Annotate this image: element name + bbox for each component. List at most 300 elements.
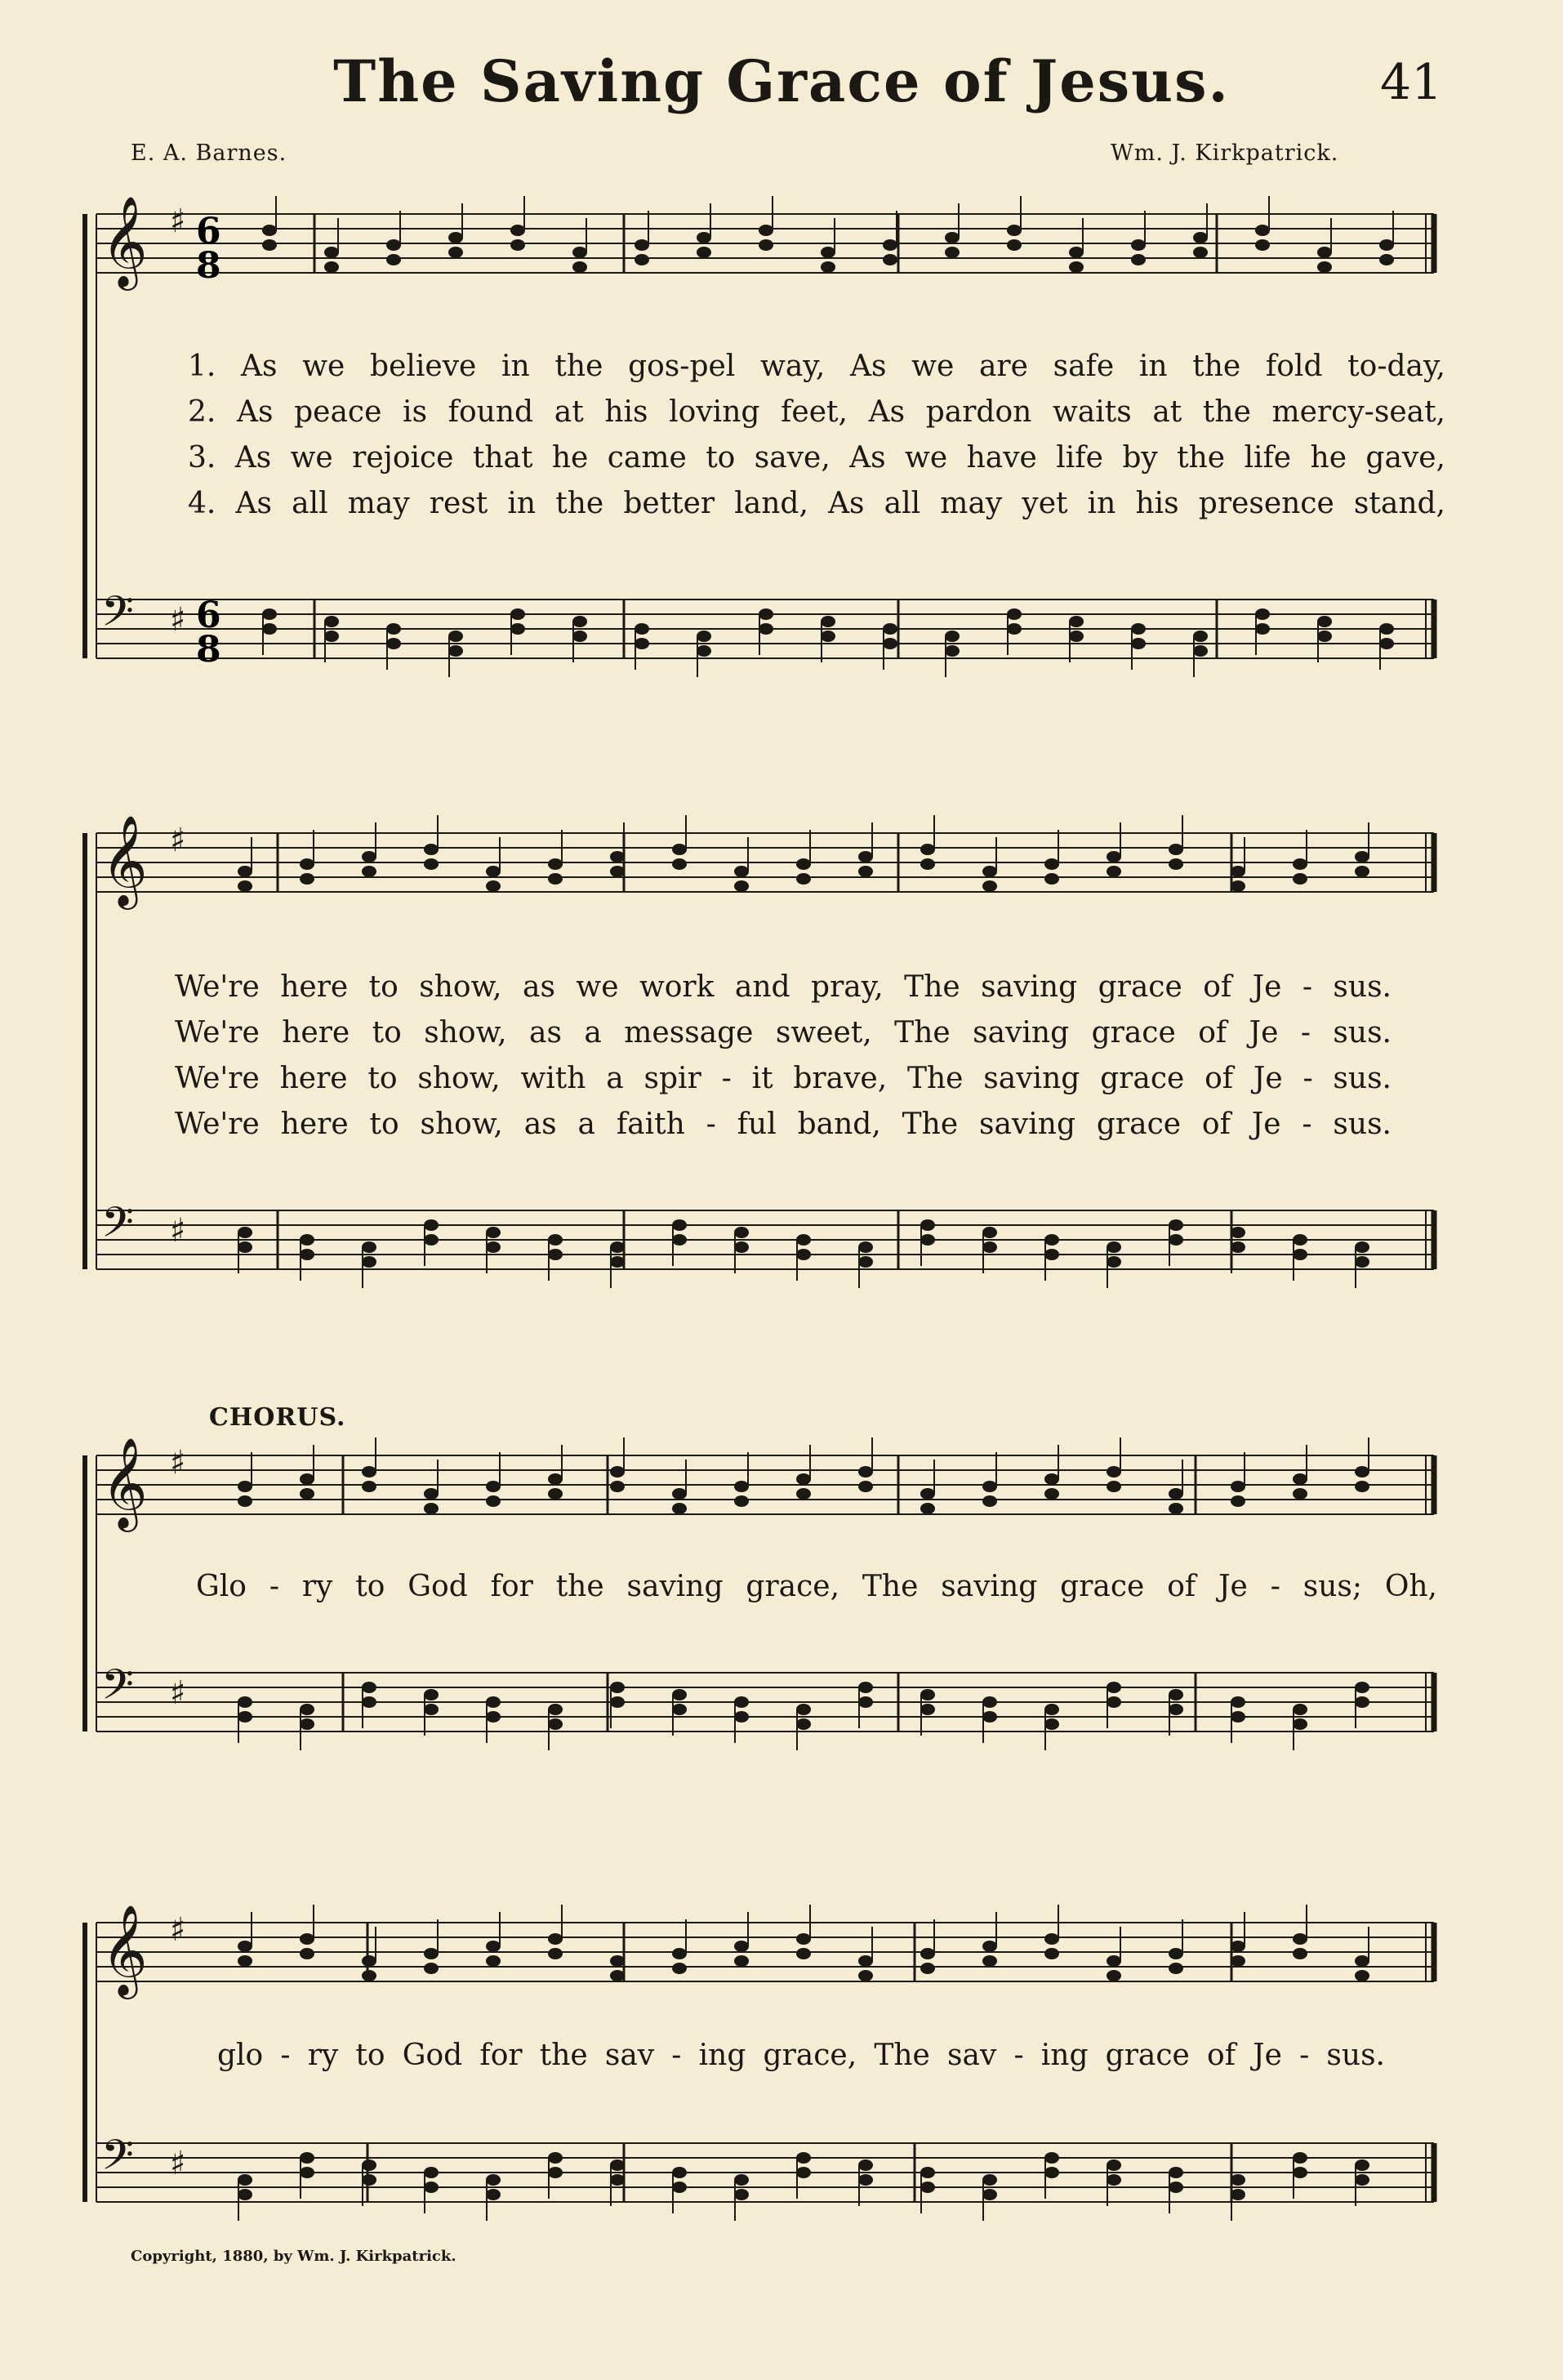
notehead [1131,638,1146,649]
notehead [486,1481,501,1492]
notehead [1355,866,1369,877]
sharp-icon: ♯ [170,1444,186,1482]
notehead [324,616,339,627]
notehead [300,873,314,885]
notehead [1231,1495,1245,1507]
notehead [610,1481,625,1492]
notehead [1231,1241,1245,1253]
notehead [238,880,252,892]
notehead [796,2167,811,2178]
notehead [300,1933,314,1945]
notehead [424,858,439,870]
notehead [610,1466,625,1477]
notehead [548,858,563,870]
notehead [238,1955,252,1967]
notehead [1044,1234,1059,1246]
notehead [300,1473,314,1485]
notehead [238,1711,252,1723]
notehead [1169,1963,1183,1974]
notehead [1169,858,1183,870]
notehead [821,631,835,642]
notehead [238,1227,252,1238]
notehead [672,1948,687,1959]
notehead [548,1473,563,1485]
notehead [858,1256,873,1268]
notehead [920,1963,935,1974]
notehead [362,2159,376,2171]
notehead [920,1689,935,1700]
notehead [945,645,960,657]
treble-clef-icon: 𝄞 [101,1904,148,1995]
notehead [362,1466,376,1477]
notehead [697,631,711,642]
treble-clef-icon: 𝄞 [101,1437,148,1528]
notehead [734,1495,749,1507]
notehead [610,1970,625,1981]
notehead [1255,623,1270,635]
hymn-title: The Saving Grace of Jesus. [333,47,1230,115]
notehead [1169,844,1183,855]
notehead [548,1249,563,1260]
notehead [1193,247,1208,258]
notehead [1355,851,1369,862]
notehead [1231,1711,1245,1723]
notehead [610,1696,625,1708]
notehead [796,1948,811,1959]
notehead [1044,873,1059,885]
sharp-icon: ♯ [170,1212,186,1250]
notehead [920,2182,935,2193]
notehead [548,2167,563,2178]
notehead [672,1219,687,1231]
notehead [424,1219,439,1231]
notehead [1131,239,1146,251]
notehead [486,866,501,877]
notehead [1069,261,1084,273]
notehead [610,1256,625,1268]
bass-clef-icon: 𝄢 [101,2130,134,2190]
notehead [1355,1481,1369,1492]
verse-2-line-1: 2. As peace is found at his loving feet, As pardon waits at the mercy-seat, [188,395,1445,429]
time-sig-bottom: 8 [196,245,221,287]
notehead [572,261,587,273]
notehead [238,1941,252,1952]
bass-clef-icon: 𝄢 [101,1197,134,1257]
notehead [486,1227,501,1238]
notehead [858,1696,873,1708]
notehead [1044,2152,1059,2164]
verse-3-line-2: We're here to show, with a spir - it brave, The saving grace of Je - sus. [175,1062,1392,1095]
notehead [300,858,314,870]
notehead [1293,1488,1307,1500]
notehead [1007,225,1022,236]
notehead [821,616,835,627]
words-author: E. A. Barnes. [131,140,287,166]
notehead [1355,1970,1369,1981]
notehead [486,1711,501,1723]
notehead [1231,1481,1245,1492]
notehead [362,1481,376,1492]
notehead [1355,2174,1369,2186]
notehead [1293,873,1307,885]
notehead [858,866,873,877]
notehead [734,1481,749,1492]
notehead [300,1249,314,1260]
notehead [1169,2182,1183,2193]
sharp-icon: ♯ [170,203,186,240]
chorus-line-2: glo - ry to God for the sav - ing grace, The sav - ing grace of Je - sus. [217,2039,1385,2072]
notehead [548,1234,563,1246]
notehead [1293,1718,1307,1730]
page-number: 41 [1380,54,1443,111]
notehead [1231,866,1245,877]
notehead [1107,2174,1121,2186]
notehead [610,1955,625,1967]
notehead [1379,254,1394,265]
notehead [796,858,811,870]
notehead [448,247,463,258]
notehead [982,1696,997,1708]
notehead [1317,247,1332,258]
notehead [1355,1466,1369,1477]
notehead [734,1955,749,1967]
notehead [238,866,252,877]
notehead [1193,631,1208,642]
notehead [362,1970,376,1981]
notehead [1169,1234,1183,1246]
notehead [1255,225,1270,236]
notehead [1255,239,1270,251]
notehead [300,2167,314,2178]
notehead [1193,645,1208,657]
notehead [920,1234,935,1246]
notehead [982,880,997,892]
notehead [1293,1473,1307,1485]
notehead [386,254,401,265]
notehead [1107,866,1121,877]
notehead [1007,239,1022,251]
notehead [635,638,649,649]
notehead [548,1488,563,1500]
notehead [548,2152,563,2164]
notehead [1355,1256,1369,1268]
notehead [610,851,625,862]
notehead [920,1948,935,1959]
notehead [1379,638,1394,649]
verse-2-line-2: We're here to show, as a message sweet, The saving grace of Je - sus. [175,1016,1392,1050]
notehead [1044,1933,1059,1945]
notehead [1355,2159,1369,2171]
notehead [796,1488,811,1500]
notehead [424,1963,439,1974]
notehead [759,225,773,236]
notehead [796,1718,811,1730]
notehead [858,1970,873,1981]
notehead [945,631,960,642]
notehead [300,1234,314,1246]
notehead [858,851,873,862]
notehead [300,1488,314,1500]
sharp-icon: ♯ [170,1911,186,1949]
notehead [759,623,773,635]
treble-clef-icon: 𝄞 [101,195,148,287]
notehead [262,239,277,251]
notehead [982,1481,997,1492]
notehead [796,1234,811,1246]
notehead [448,232,463,243]
notehead [883,239,897,251]
notehead [424,1689,439,1700]
notehead [510,239,525,251]
notehead [734,866,749,877]
chorus-label: CHORUS. [209,1403,346,1432]
notehead [1231,1227,1245,1238]
notehead [610,2159,625,2171]
notehead [448,645,463,657]
notehead [635,623,649,635]
notehead [982,1711,997,1723]
notehead [796,1249,811,1260]
notehead [1231,2174,1245,2186]
notehead [883,623,897,635]
notehead [672,1488,687,1500]
notehead [548,1718,563,1730]
notehead [1255,608,1270,620]
verse-4-line-2: We're here to show, as a faith - ful band, The saving grace of Je - sus. [175,1108,1392,1141]
chorus-line-1: Glo - ry to God for the saving grace, The saving grace of Je - sus; Oh, [196,1570,1437,1603]
notehead [448,631,463,642]
notehead [1169,1488,1183,1500]
notehead [362,1696,376,1708]
notehead [858,2174,873,2186]
notehead [1044,1704,1059,1715]
notehead [486,2189,501,2200]
notehead [1231,1955,1245,1967]
notehead [945,232,960,243]
notehead [672,2167,687,2178]
notehead [858,1241,873,1253]
notehead [734,2189,749,2200]
notehead [300,1718,314,1730]
notehead [510,225,525,236]
notehead [362,866,376,877]
notehead [1193,232,1208,243]
notehead [572,631,587,642]
notehead [883,638,897,649]
notehead [386,623,401,635]
notehead [1169,2167,1183,2178]
notehead [697,247,711,258]
notehead [1231,880,1245,892]
notehead [920,1219,935,1231]
notehead [672,844,687,855]
notehead [1107,1682,1121,1693]
notehead [945,247,960,258]
notehead [1044,1249,1059,1260]
notehead [635,254,649,265]
notehead [362,851,376,862]
verse-1-line-1: 1. As we believe in the gos-pel way, As we are safe in the fold to-day, [188,350,1445,383]
sharp-icon: ♯ [170,1674,186,1712]
notehead [1317,631,1332,642]
notehead [262,623,277,635]
notehead [1107,1241,1121,1253]
notehead [424,1704,439,1715]
time-sig-top: 6 [196,211,221,252]
notehead [548,873,563,885]
notehead [424,2167,439,2178]
notehead [362,1256,376,1268]
sharp-icon: ♯ [170,601,186,639]
notehead [610,1682,625,1693]
notehead [982,1955,997,1967]
notehead [734,1941,749,1952]
notehead [1107,1696,1121,1708]
notehead [386,638,401,649]
notehead [1379,239,1394,251]
notehead [486,1955,501,1967]
notehead [672,2182,687,2193]
verse-3-line-1: 3. As we rejoice that he came to save, As we have life by the life he gave, [188,441,1445,475]
notehead [424,1503,439,1514]
notehead [821,247,835,258]
notehead [1069,631,1084,642]
notehead [821,261,835,273]
notehead [610,866,625,877]
notehead [1293,1234,1307,1246]
notehead [1293,1704,1307,1715]
notehead [1355,1955,1369,1967]
notehead [858,2159,873,2171]
notehead [672,1503,687,1514]
sharp-icon: ♯ [170,822,186,859]
notehead [1169,1704,1183,1715]
notehead [982,1241,997,1253]
notehead [300,2152,314,2164]
bass-clef-icon: 𝄢 [101,1660,134,1719]
notehead [734,1696,749,1708]
notehead [734,880,749,892]
notehead [510,623,525,635]
notehead [238,2189,252,2200]
notehead [858,1955,873,1967]
notehead [1231,1941,1245,1952]
notehead [362,2174,376,2186]
notehead [324,247,339,258]
notehead [1293,1933,1307,1945]
notehead [1107,1970,1121,1981]
notehead [858,1481,873,1492]
time-sig-bottom-bass: 8 [196,629,221,671]
notehead [1355,1696,1369,1708]
notehead [697,645,711,657]
notehead [548,1948,563,1959]
notehead [796,873,811,885]
notehead [1107,2159,1121,2171]
notehead [1044,1473,1059,1485]
notehead [424,844,439,855]
notehead [883,254,897,265]
notehead [510,608,525,620]
notehead [1379,623,1394,635]
notehead [759,239,773,251]
notehead [920,2167,935,2178]
notehead [1317,616,1332,627]
notehead [572,247,587,258]
notehead [982,1941,997,1952]
notehead [1293,1948,1307,1959]
notehead [796,1704,811,1715]
notehead [1044,1948,1059,1959]
notehead [262,225,277,236]
notehead [1044,858,1059,870]
notehead [759,608,773,620]
notehead [548,1704,563,1715]
notehead [300,1704,314,1715]
notehead [672,1234,687,1246]
notehead [920,858,935,870]
notehead [1355,1682,1369,1693]
notehead [1044,1488,1059,1500]
verse-1-line-2: We're here to show, as we work and pray, The saving grace of Je - sus. [175,970,1392,1004]
notehead [262,608,277,620]
notehead [486,880,501,892]
notehead [362,1682,376,1693]
notehead [1069,247,1084,258]
notehead [1293,2167,1307,2178]
notehead [1355,1241,1369,1253]
notehead [1169,1689,1183,1700]
notehead [610,1241,625,1253]
notehead [1231,2189,1245,2200]
notehead [982,1227,997,1238]
notehead [1131,254,1146,265]
notehead [1107,1466,1121,1477]
notehead [982,1495,997,1507]
notehead [1231,1696,1245,1708]
notehead [1131,623,1146,635]
notehead [672,1963,687,1974]
notehead [672,1704,687,1715]
notehead [734,1241,749,1253]
bass-clef-icon: 𝄢 [101,586,134,646]
notehead [424,1488,439,1500]
notehead [672,858,687,870]
notehead [920,1503,935,1514]
notehead [238,2174,252,2186]
notehead [362,1955,376,1967]
notehead [858,1682,873,1693]
notehead [1107,851,1121,862]
notehead [796,2152,811,2164]
notehead [635,239,649,251]
notehead [858,1466,873,1477]
notehead [1044,2167,1059,2178]
notehead [734,2174,749,2186]
notehead [1107,1481,1121,1492]
notehead [486,1941,501,1952]
notehead [920,1488,935,1500]
notehead [1007,623,1022,635]
notehead [424,1234,439,1246]
notehead [1169,1219,1183,1231]
notehead [920,844,935,855]
notehead [1293,1249,1307,1260]
copyright-notice: Copyright, 1880, by Wm. J. Kirkpatrick. [131,2248,456,2265]
notehead [238,1495,252,1507]
notehead [672,1689,687,1700]
time-sig-top-bass: 6 [196,595,221,636]
